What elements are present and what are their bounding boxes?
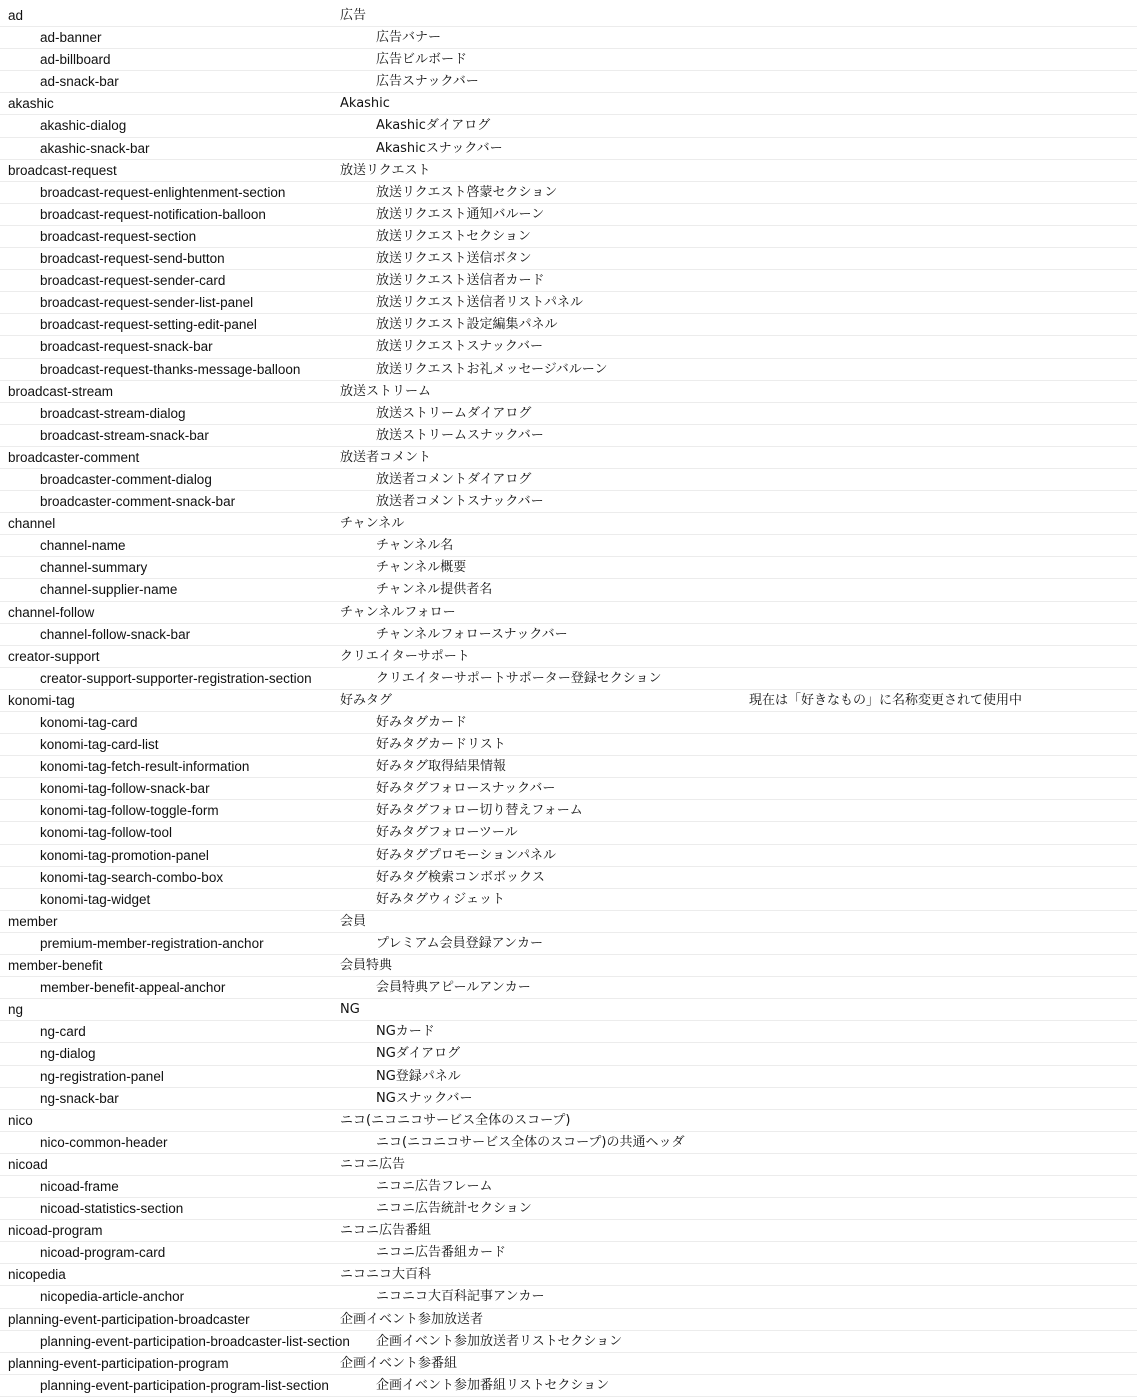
row-key: broadcaster-comment (8, 449, 140, 465)
row-key: ng-registration-panel (40, 1068, 164, 1084)
row-label: 放送ストリーム (340, 383, 432, 399)
row-key: member-benefit-appeal-anchor (40, 980, 226, 996)
child-row (0, 557, 1137, 579)
row-label: ニコ(ニコニコサービス全体のスコープ)の共通ヘッダ (376, 1134, 685, 1150)
row-label: 広告スナックバー (376, 74, 479, 90)
row-label: 好みタグウィジェット (376, 891, 505, 907)
parent-row (0, 999, 1137, 1021)
row-key: ad (8, 8, 24, 23)
naming-table (0, 5, 1137, 1397)
row-label: クリエイターサポート (340, 648, 470, 664)
child-row (0, 182, 1137, 204)
child-row (0, 248, 1137, 270)
child-row (0, 1066, 1137, 1088)
row-label: Akashicスナックバー (376, 140, 503, 156)
row-label: ニコニ広告フレーム (376, 1178, 493, 1194)
child-row (0, 27, 1137, 49)
row-key: konomi-tag-widget (40, 891, 151, 907)
row-key: creator-support-supporter-registration-section (40, 670, 312, 686)
row-key: nicoad-statistics-section (40, 1201, 184, 1217)
row-key: konomi-tag-fetch-result-information (40, 759, 250, 775)
row-key: akashic-dialog (40, 118, 127, 134)
row-key: channel-name (40, 538, 126, 554)
row-label: 広告 (340, 8, 367, 23)
row-key: planning-event-participation-broadcaster (8, 1311, 250, 1327)
child-row (0, 712, 1137, 734)
row-key: broadcast-request-section (40, 228, 197, 244)
row-label: ニコニコ大百科記事アンカー (376, 1289, 545, 1305)
row-key: nico (8, 1112, 33, 1128)
row-key: channel-follow-snack-bar (40, 626, 191, 642)
child-row (0, 491, 1137, 513)
row-label: 放送リクエスト通知バルーン (376, 206, 545, 222)
row-label: 企画イベント参番組 (340, 1355, 458, 1371)
child-row (0, 403, 1137, 425)
row-key: broadcast-stream-snack-bar (40, 427, 209, 443)
child-row (0, 535, 1137, 557)
row-key: broadcast-stream (8, 383, 114, 399)
row-key: broadcast-request-snack-bar (40, 339, 213, 355)
row-key: nicoad-program-card (40, 1245, 166, 1261)
row-label: ニコニ広告番組カード (376, 1245, 507, 1261)
parent-row (0, 5, 1137, 27)
row-key: nico-common-header (40, 1134, 168, 1150)
child-row (0, 292, 1137, 314)
row-label: 好みタグフォローツール (376, 825, 518, 841)
row-key: channel-supplier-name (40, 582, 178, 598)
row-key: konomi-tag-card-list (40, 737, 159, 753)
row-label: チャンネルフォロー (340, 604, 456, 620)
parent-row (0, 1220, 1137, 1242)
child-row (0, 1242, 1137, 1264)
parent-row (0, 381, 1137, 403)
row-label: 放送リクエスト送信ボタン (376, 251, 532, 267)
parent-row (0, 1353, 1137, 1375)
parent-row (0, 646, 1137, 668)
row-key: broadcaster-comment-snack-bar (40, 494, 236, 510)
row-key: planning-event-participation-program-list-section (40, 1377, 329, 1393)
child-row (0, 933, 1137, 955)
row-label: 放送リクエストお礼メッセージバルーン (376, 361, 608, 377)
row-key: premium-member-registration-anchor (40, 935, 264, 951)
row-label: Akashic (340, 96, 390, 112)
row-key: nicopedia (8, 1267, 66, 1283)
row-key: ad-snack-bar (40, 74, 119, 90)
row-key: broadcast-request-setting-edit-panel (40, 317, 257, 333)
child-row (0, 71, 1137, 93)
row-label: 企画イベント参加放送者 (340, 1311, 484, 1327)
child-row (0, 226, 1137, 248)
row-key: akashic-snack-bar (40, 140, 150, 156)
row-label: 放送リクエスト (340, 162, 431, 178)
row-key: konomi-tag-follow-snack-bar (40, 781, 210, 797)
child-row (0, 734, 1137, 756)
row-key: nicoad (8, 1156, 48, 1172)
row-label: チャンネル名 (376, 538, 454, 554)
parent-row (0, 1110, 1137, 1132)
row-label: チャンネル概要 (376, 560, 467, 576)
row-label: プレミアム会員登録アンカー (376, 935, 544, 951)
row-key: konomi-tag-follow-toggle-form (40, 803, 219, 819)
child-row (0, 1198, 1137, 1220)
parent-row (0, 447, 1137, 469)
row-label: 放送者コメントダイアログ (376, 471, 532, 487)
row-label: NGダイアログ (376, 1046, 461, 1062)
row-key: broadcast-request-thanks-message-balloon (40, 361, 301, 377)
row-label: ニコ(ニコニコサービス全体のスコープ) (340, 1112, 571, 1128)
row-label: 好みタグ検索コンボボックス (376, 869, 545, 885)
child-row (0, 1286, 1137, 1308)
child-row (0, 778, 1137, 800)
row-label: 放送ストリームダイアログ (376, 405, 532, 421)
row-label: 好みタグ取得結果情報 (376, 759, 507, 775)
row-key: broadcast-request (8, 162, 117, 178)
row-label: 好みタグフォロー切り替えフォーム (376, 803, 583, 819)
child-row (0, 270, 1137, 292)
row-key: creator-support (8, 648, 100, 664)
child-row (0, 138, 1137, 160)
parent-row (0, 690, 1137, 712)
child-row (0, 1021, 1137, 1043)
row-label: Akashicダイアログ (376, 118, 491, 134)
parent-row (0, 602, 1137, 624)
child-row (0, 822, 1137, 844)
row-label: 企画イベント参加番組リストセクション (376, 1377, 610, 1393)
child-row (0, 1331, 1137, 1353)
child-row (0, 756, 1137, 778)
row-key: broadcast-stream-dialog (40, 405, 186, 421)
row-label: 放送リクエスト送信者リストパネル (376, 295, 583, 311)
row-label: チャンネル (340, 516, 405, 532)
child-row (0, 469, 1137, 491)
row-key: konomi-tag-card (40, 715, 138, 730)
child-row (0, 845, 1137, 867)
child-row (0, 359, 1137, 381)
row-label: 会員特典 (340, 958, 393, 974)
row-key: ad-banner (40, 30, 102, 46)
child-row (0, 336, 1137, 358)
child-row (0, 579, 1137, 601)
child-row (0, 425, 1137, 447)
row-label: ニコニ広告統計セクション (376, 1201, 532, 1217)
row-key: broadcast-request-sender-card (40, 273, 226, 289)
row-key: ng-card (40, 1024, 86, 1040)
row-label: クリエイターサポートサポーター登録セクション (376, 670, 662, 686)
row-label: NGスナックバー (376, 1090, 473, 1106)
row-label: ニコニ広告 (340, 1156, 406, 1172)
row-label: 放送リクエスト設定編集パネル (376, 317, 558, 333)
row-key: akashic (8, 96, 54, 112)
row-key: ng (8, 1002, 24, 1018)
row-label: 放送者コメント (340, 449, 432, 465)
parent-row (0, 1154, 1137, 1176)
row-key: member-benefit (8, 958, 103, 974)
row-label: 放送リクエストスナックバー (376, 339, 544, 355)
row-label: チャンネル提供者名 (376, 582, 493, 598)
row-key: nicopedia-article-anchor (40, 1289, 185, 1305)
parent-row (0, 911, 1137, 933)
row-label: 企画イベント参加放送者リストセクション (376, 1333, 623, 1349)
row-key: channel-summary (40, 560, 148, 576)
child-row (0, 1132, 1137, 1154)
child-row (0, 867, 1137, 889)
row-key: nicoad-frame (40, 1178, 119, 1194)
row-key: konomi-tag-search-combo-box (40, 869, 224, 885)
child-row (0, 1043, 1137, 1065)
row-key: konomi-tag-promotion-panel (40, 847, 209, 863)
row-label: ニコニコ大百科 (340, 1267, 432, 1283)
row-key: nicoad-program (8, 1223, 103, 1239)
row-key: broadcast-request-send-button (40, 251, 225, 267)
child-row (0, 889, 1137, 911)
row-label: 放送リクエストセクション (376, 228, 531, 244)
parent-row (0, 955, 1137, 977)
row-key: ng-snack-bar (40, 1090, 119, 1106)
row-key: ng-dialog (40, 1046, 96, 1062)
row-key: broadcaster-comment-dialog (40, 471, 212, 487)
row-key: planning-event-participation-broadcaster-list-section (40, 1333, 350, 1349)
row-label: 好みタグ (340, 692, 393, 708)
row-label: 好みタグフォロースナックバー (376, 781, 556, 797)
parent-row (0, 513, 1137, 535)
row-label: NGカード (376, 1024, 435, 1040)
row-note: 現在は「好きなもの」に名称変更されて使用中 (749, 692, 1023, 708)
row-key: konomi-tag-follow-tool (40, 825, 173, 841)
child-row (0, 800, 1137, 822)
row-key: broadcast-request-notification-balloon (40, 206, 266, 222)
row-key: ad-billboard (40, 52, 111, 68)
child-row (0, 314, 1137, 336)
child-row (0, 115, 1137, 137)
child-row (0, 624, 1137, 646)
row-label: NG登録パネル (376, 1068, 461, 1084)
child-row (0, 1088, 1137, 1110)
row-label: ニコニ広告番組 (340, 1223, 432, 1239)
child-row (0, 668, 1137, 690)
row-label: 好みタグプロモーションパネル (376, 847, 557, 863)
row-label: 好みタグカード (376, 715, 468, 730)
parent-row (0, 1309, 1137, 1331)
parent-row (0, 160, 1137, 182)
row-label: チャンネルフォロースナックバー (376, 626, 568, 642)
row-label: 会員 (340, 913, 367, 929)
row-key: channel-follow (8, 604, 95, 620)
row-key: konomi-tag (8, 692, 75, 708)
row-key: channel (8, 516, 56, 532)
row-label: 放送者コメントスナックバー (376, 494, 544, 510)
row-label: 広告バナー (376, 30, 442, 46)
row-label: 広告ビルボード (376, 52, 468, 68)
child-row (0, 49, 1137, 71)
child-row (0, 1375, 1137, 1397)
row-label: 放送ストリームスナックバー (376, 427, 544, 443)
row-label: 放送リクエスト送信者カード (376, 273, 545, 289)
row-key: broadcast-request-sender-list-panel (40, 295, 254, 311)
row-label: NG (340, 1002, 360, 1018)
row-label: 放送リクエスト啓蒙セクション (376, 184, 558, 200)
parent-row (0, 93, 1137, 115)
child-row (0, 977, 1137, 999)
row-key: broadcast-request-enlightenment-section (40, 184, 286, 200)
row-label: 好みタグカードリスト (376, 737, 506, 753)
child-row (0, 204, 1137, 226)
child-row (0, 1176, 1137, 1198)
row-key: planning-event-participation-program (8, 1355, 229, 1371)
row-label: 会員特典アピールアンカー (376, 980, 531, 996)
parent-row (0, 1264, 1137, 1286)
row-key: member (8, 913, 58, 929)
